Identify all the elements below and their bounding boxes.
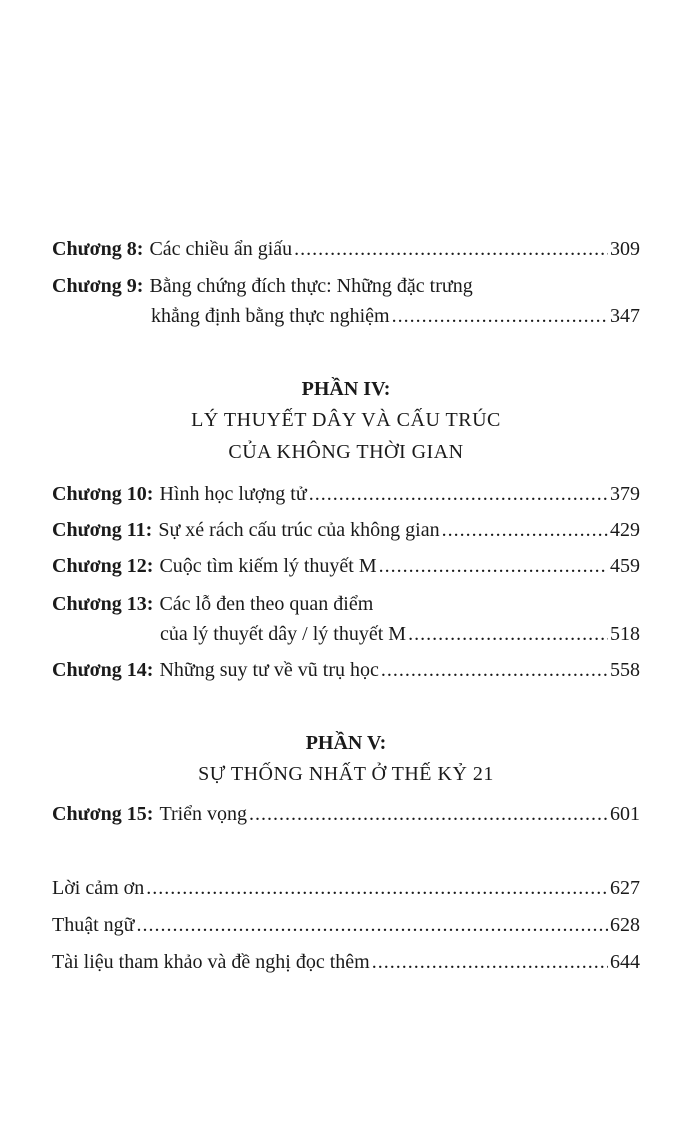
dot-leader — [379, 551, 608, 581]
part-title-line-2: CỦA KHÔNG THỜI GIAN — [228, 441, 464, 463]
toc-entry-chapter-14[interactable] — [52, 655, 640, 685]
page-number: 601 — [610, 803, 640, 825]
dot-leader — [392, 301, 608, 331]
dot-leader — [408, 619, 608, 649]
chapter-title: Hình học lượng tử — [159, 483, 307, 505]
entry-title: Tài liệu tham khảo và đề nghị đọc thêm — [52, 951, 370, 973]
part-4-heading — [52, 374, 640, 468]
part-label: PHẦN V: — [305, 732, 387, 754]
dot-leader — [294, 234, 608, 264]
dot-leader — [309, 479, 608, 509]
entry-title: Lời cảm ơn — [52, 877, 145, 899]
page-number: 347 — [610, 305, 640, 327]
toc-entry-chapter-9[interactable] — [52, 271, 640, 331]
page-number: 628 — [610, 914, 640, 936]
chapter-label: Chương 14: — [52, 659, 154, 681]
toc-entry-acknowledgements[interactable] — [52, 873, 640, 903]
page-number: 627 — [610, 877, 640, 899]
chapter-title: Sự xé rách cấu trúc của không gian — [158, 519, 440, 541]
dot-leader — [442, 515, 608, 545]
dot-leader — [372, 947, 608, 977]
chapter-title-line-1: Bằng chứng đích thực: Những đặc trưng — [149, 275, 473, 297]
chapter-label: Chương 13: — [52, 593, 154, 615]
toc-entry-chapter-10[interactable] — [52, 479, 640, 509]
chapter-title: Cuộc tìm kiếm lý thuyết M — [159, 555, 377, 577]
toc-entry-chapter-12[interactable] — [52, 551, 640, 581]
chapter-label: Chương 11: — [52, 519, 153, 541]
toc-entry-chapter-11[interactable] — [52, 515, 640, 545]
page-number: 379 — [610, 483, 640, 505]
page-number: 518 — [610, 623, 640, 645]
toc-entry-chapter-8[interactable] — [52, 234, 640, 264]
chapter-title: Triển vọng — [159, 803, 248, 825]
chapter-label: Chương 12: — [52, 555, 154, 577]
chapter-title-line-2: của lý thuyết dây / lý thuyết M — [160, 623, 407, 645]
dot-leader — [146, 873, 608, 903]
chapter-label: Chương 15: — [52, 803, 154, 825]
chapter-label: Chương 9: — [52, 275, 144, 297]
toc-entry-references[interactable] — [52, 947, 640, 977]
chapter-title: Những suy tư về vũ trụ học — [159, 659, 379, 681]
toc-entry-glossary[interactable] — [52, 910, 640, 940]
chapter-title: Các chiều ẩn giấu — [149, 238, 293, 260]
dot-leader — [381, 655, 608, 685]
dot-leader — [249, 799, 608, 829]
part-title-line-1: SỰ THỐNG NHẤT Ở THẾ KỶ 21 — [198, 763, 494, 785]
dot-leader — [137, 910, 609, 940]
entry-title: Thuật ngữ — [52, 914, 135, 936]
toc-entry-chapter-15[interactable] — [52, 799, 640, 829]
part-label: PHẦN IV: — [301, 378, 391, 400]
chapter-label: Chương 8: — [52, 238, 144, 260]
part-5-heading — [52, 728, 640, 790]
page-number: 558 — [610, 659, 640, 681]
chapter-title-line-2: khẳng định bằng thực nghiệm — [151, 305, 390, 327]
page-number: 644 — [610, 951, 640, 973]
page-number: 429 — [610, 519, 640, 541]
page-number: 459 — [610, 555, 640, 577]
part-title-line-1: LÝ THUYẾT DÂY VÀ CẤU TRÚC — [191, 409, 501, 431]
chapter-label: Chương 10: — [52, 483, 154, 505]
page-number: 309 — [610, 238, 640, 260]
toc-entry-chapter-13[interactable] — [52, 589, 640, 649]
chapter-title-line-1: Các lỗ đen theo quan điểm — [159, 593, 374, 615]
